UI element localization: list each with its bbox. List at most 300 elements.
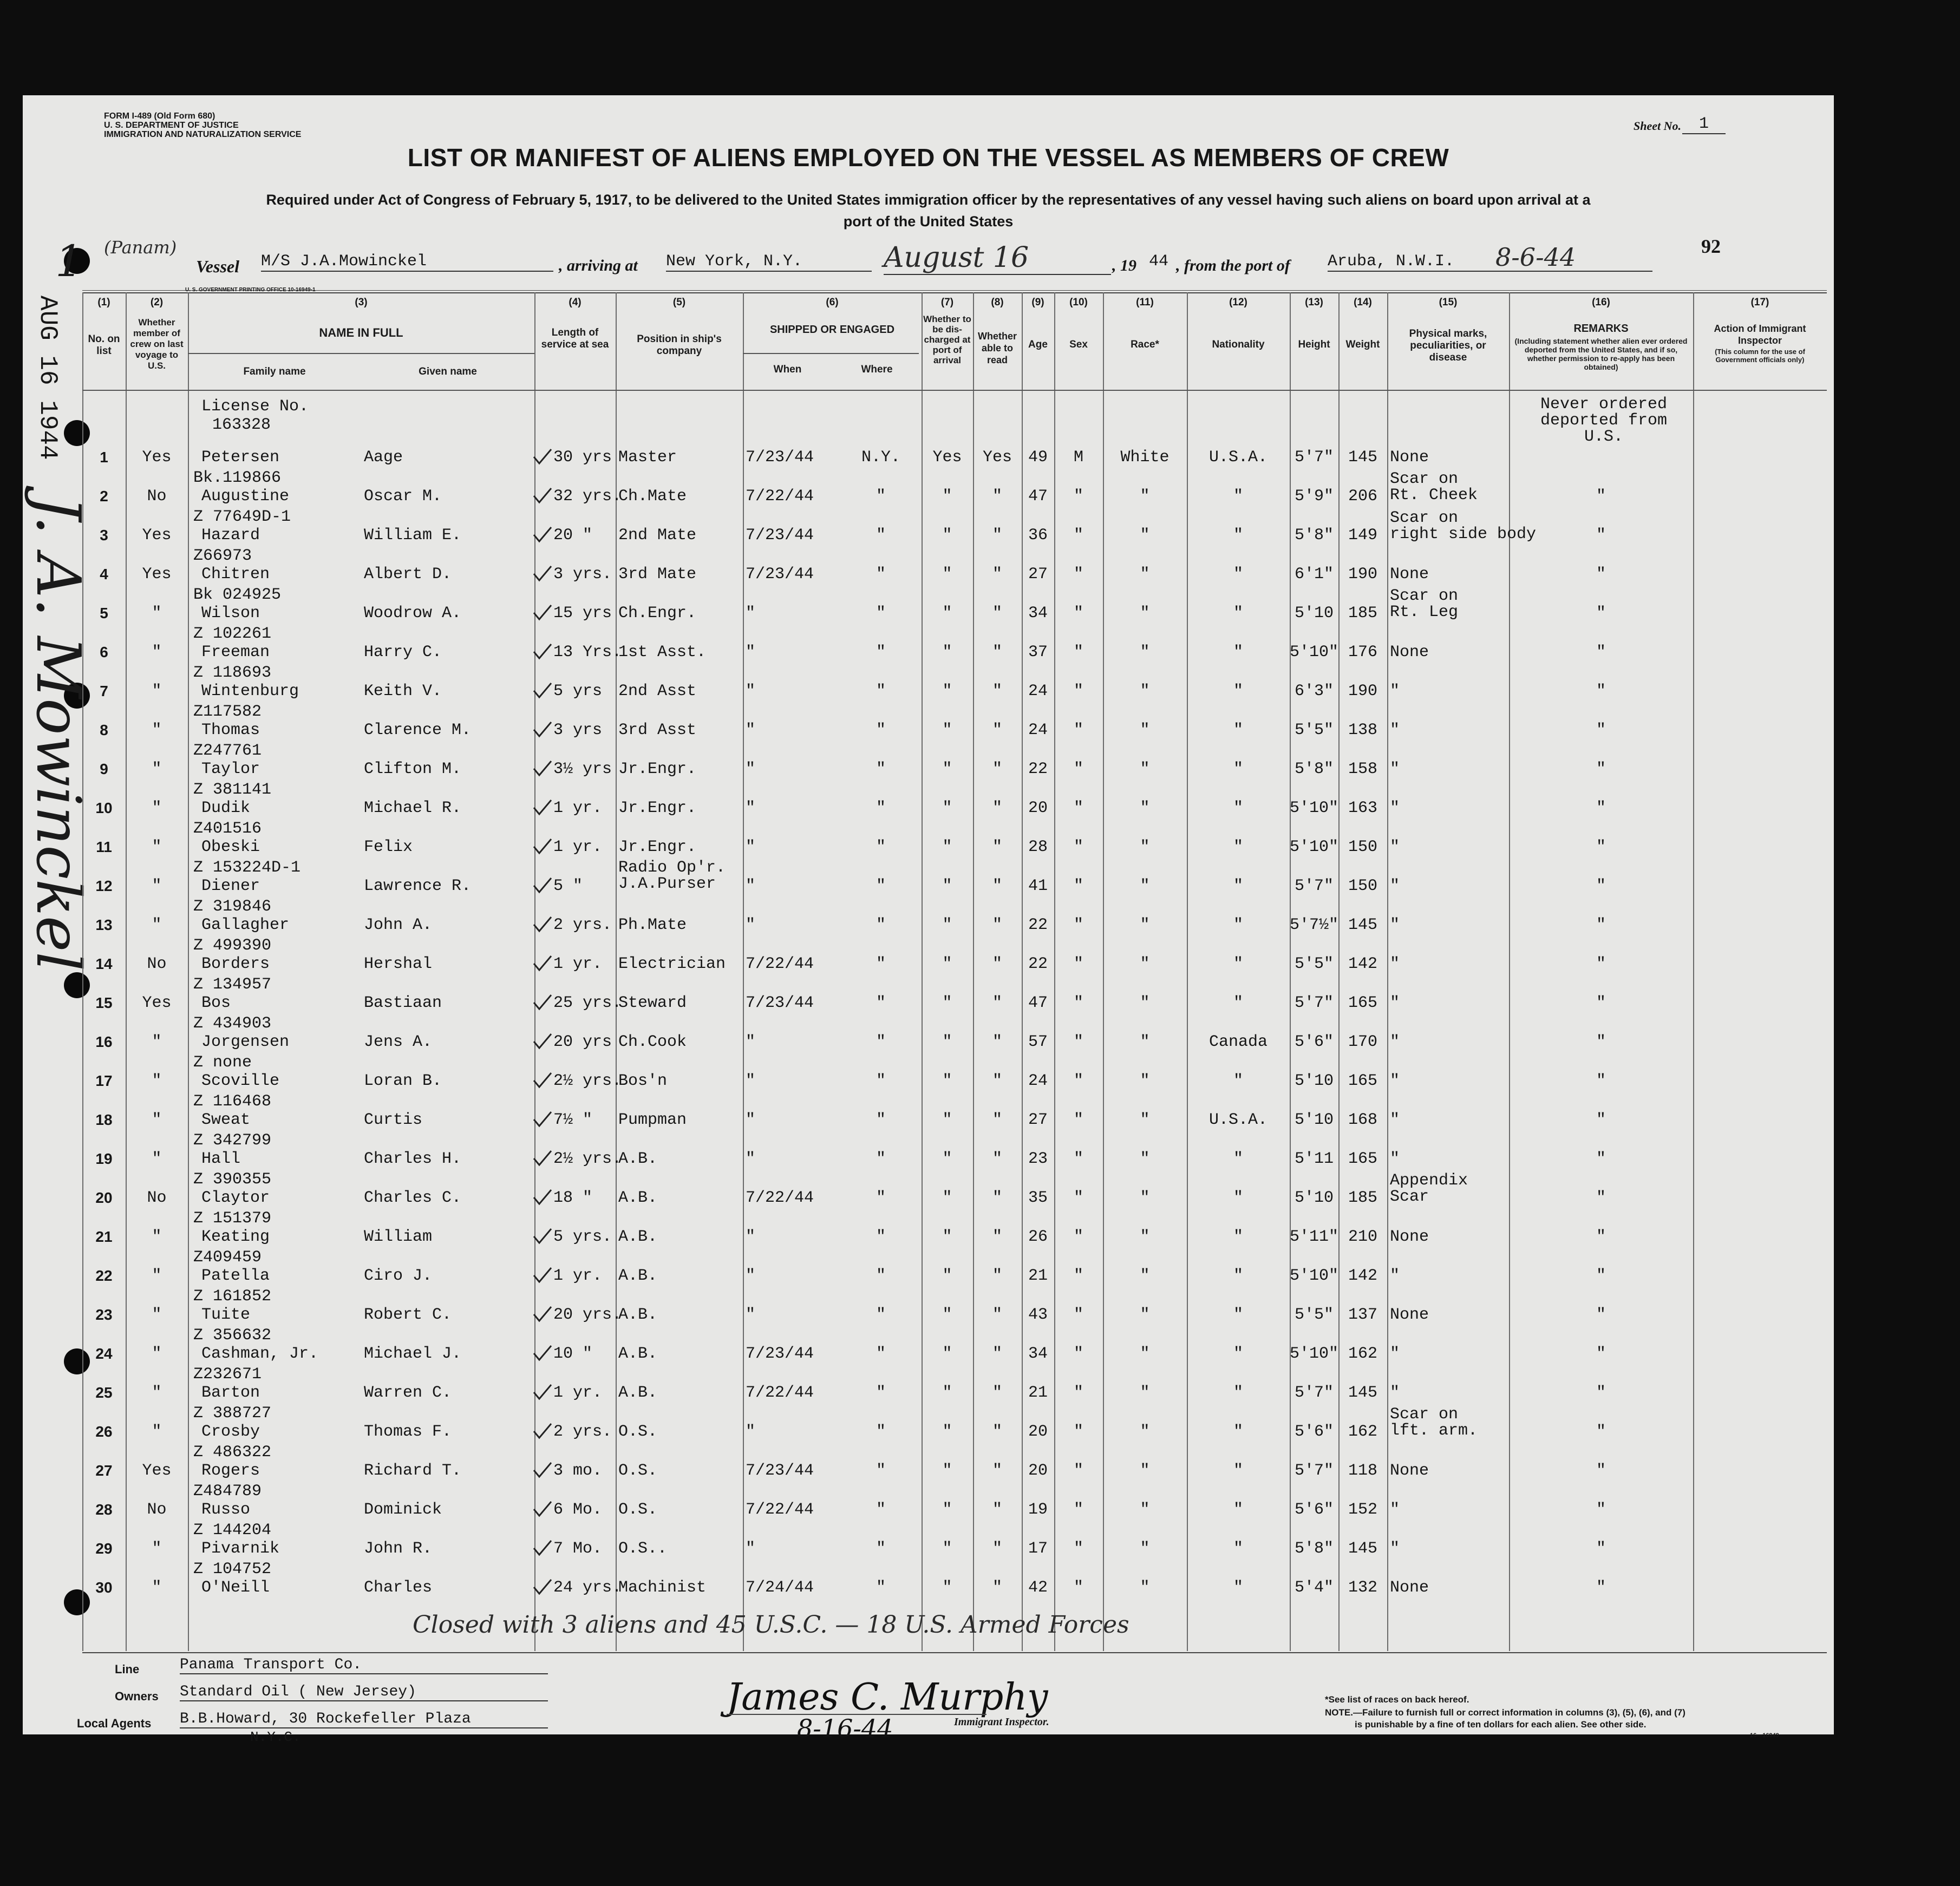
cell-last: Yes xyxy=(142,994,172,1012)
cell-nat: " xyxy=(1233,877,1243,895)
cell-nat: " xyxy=(1233,487,1243,506)
cell-age: 41 xyxy=(1028,877,1048,895)
cell-no: 24 xyxy=(95,1345,113,1362)
cell-height: 5'6" xyxy=(1294,1423,1334,1441)
signature-date: 8-16-44 xyxy=(797,1714,893,1743)
cell-weight: 176 xyxy=(1348,643,1377,662)
cell-where: " xyxy=(876,643,886,662)
cell-given: Clarence M. xyxy=(364,721,472,739)
table-row xyxy=(82,975,1827,1014)
cell-given: Michael R. xyxy=(364,799,462,817)
cell-rem: " xyxy=(1596,877,1606,895)
cell-when: " xyxy=(746,1111,756,1129)
table-row xyxy=(82,1443,1827,1482)
cell-marks: None xyxy=(1390,1306,1429,1324)
penalty-note-1: NOTE.—Failure to furnish full or correct information in columns (3), (5), (6), and (7) xyxy=(1325,1707,1685,1718)
cell-when: " xyxy=(746,682,756,700)
cell-race: " xyxy=(1140,565,1150,584)
cell-when: " xyxy=(746,838,756,856)
cell-position: O.S. xyxy=(618,1462,658,1480)
cell-read: " xyxy=(992,526,1002,545)
cell-age: 24 xyxy=(1028,1072,1048,1090)
cell-no: 1 xyxy=(100,449,108,466)
cell-service: 1 yr. xyxy=(553,838,603,856)
cell-read: " xyxy=(992,916,1002,934)
cell-marks: " xyxy=(1390,721,1400,739)
checkmark-icon xyxy=(533,1306,552,1322)
manifest-sheet xyxy=(23,95,1834,1745)
cell-nat: " xyxy=(1233,838,1243,856)
cell-last: No xyxy=(147,1189,167,1207)
cell-weight: 165 xyxy=(1348,1150,1377,1168)
cell-height: 5'5" xyxy=(1294,721,1334,739)
col-no-4: (4) xyxy=(569,297,582,308)
cell-rem: " xyxy=(1596,643,1606,662)
cell-marks: None xyxy=(1390,1462,1429,1480)
cell-age: 27 xyxy=(1028,1111,1048,1129)
cell-last: " xyxy=(152,1306,162,1324)
cell-service: 1 yr. xyxy=(553,1267,603,1285)
cell-rem: " xyxy=(1596,1267,1606,1285)
cell-disch: " xyxy=(942,1540,952,1558)
table-row xyxy=(82,937,1827,975)
races-note: *See list of races on back hereof. xyxy=(1325,1694,1469,1705)
cell-last: " xyxy=(152,1111,162,1129)
cell-height: 5'7" xyxy=(1294,994,1334,1012)
cell-no: 15 xyxy=(95,994,113,1011)
cell-service: 10 " xyxy=(553,1345,593,1363)
cell-nat: Canada xyxy=(1208,1033,1268,1051)
hdr-read: Whether able to read xyxy=(978,331,1017,365)
table-row xyxy=(82,430,1827,469)
cell-lic: Z 486322 xyxy=(193,1443,272,1462)
cell-race: " xyxy=(1140,1345,1150,1363)
cell-no: 18 xyxy=(95,1111,113,1128)
table-row xyxy=(82,1326,1827,1365)
col-no-11: (11) xyxy=(1136,297,1154,308)
cell-height: 5'11 xyxy=(1294,1150,1334,1168)
cell-given: William E. xyxy=(364,526,462,545)
hdr-sex: Sex xyxy=(1069,339,1088,350)
cell-given: Michael J. xyxy=(364,1345,462,1363)
cell-read: " xyxy=(992,1462,1002,1480)
cell-weight: 150 xyxy=(1348,838,1377,856)
cell-lic: Z484789 xyxy=(193,1482,262,1501)
cell-no: 19 xyxy=(95,1150,113,1167)
cell-weight: 206 xyxy=(1348,487,1377,506)
col-no-12: (12) xyxy=(1229,297,1247,308)
cell-given: Albert D. xyxy=(364,565,452,584)
cell-position: O.S.. xyxy=(618,1540,668,1558)
cell-marks: Scar on xyxy=(1390,587,1459,605)
cell-when: " xyxy=(746,1033,756,1051)
cell-age: 22 xyxy=(1028,916,1048,934)
cell-sex: " xyxy=(1073,1033,1083,1051)
cell-sex: " xyxy=(1073,1072,1083,1090)
checkmark-icon xyxy=(533,916,552,932)
handwritten-vessel-note: J. A. Mowinckel xyxy=(23,496,93,972)
table-row xyxy=(82,859,1827,898)
cell-given: Hershal xyxy=(364,955,433,973)
cell-when: " xyxy=(746,760,756,778)
cell-race: " xyxy=(1140,682,1150,700)
remarks-never-deported: Never ordered deported from U.S. xyxy=(1540,395,1668,446)
cell-sex: " xyxy=(1073,526,1083,545)
cell-read: " xyxy=(992,1267,1002,1285)
cell-marks: Scar on xyxy=(1390,470,1459,488)
checkmark-icon xyxy=(533,1267,552,1283)
cell-race: " xyxy=(1140,1228,1150,1246)
cell-lic: Bk.119866 xyxy=(193,469,282,487)
cell-age: 28 xyxy=(1028,838,1048,856)
checkmark-icon xyxy=(533,838,552,854)
hdr-weight: Weight xyxy=(1345,339,1380,350)
cell-rem: " xyxy=(1596,604,1606,623)
col-no-8: (8) xyxy=(991,297,1004,308)
cell-when: " xyxy=(746,1423,756,1441)
cell-when: " xyxy=(746,604,756,623)
cell-no: 6 xyxy=(100,644,108,660)
cell-where: " xyxy=(876,526,886,545)
cell-disch: " xyxy=(942,1306,952,1324)
cell-rem: " xyxy=(1596,799,1606,817)
cell-disch: " xyxy=(942,760,952,778)
cell-read: " xyxy=(992,799,1002,817)
cell-position: Pumpman xyxy=(618,1111,687,1129)
cell-nat: " xyxy=(1233,1150,1243,1168)
table-row xyxy=(82,1170,1827,1209)
cell-where: " xyxy=(876,1150,886,1168)
cell-weight: 168 xyxy=(1348,1111,1377,1129)
cell-no: 23 xyxy=(95,1306,113,1323)
table-row xyxy=(82,781,1827,820)
form-id: FORM I-489 (Old Form 680) U. S. DEPARTMENT OF JUSTICE IMMIGRATION AND NATURALIZATION SERVICE xyxy=(104,112,302,139)
cell-lic: Z 116468 xyxy=(193,1092,272,1111)
cell-sex: " xyxy=(1073,1462,1083,1480)
sheet-number: 1 xyxy=(1682,115,1726,134)
cell-no: 10 xyxy=(95,800,113,816)
cell-when: " xyxy=(746,1150,756,1168)
cell-rem: " xyxy=(1596,760,1606,778)
cell-when: " xyxy=(746,877,756,895)
cell-no: 21 xyxy=(95,1228,113,1245)
cell-height: 5'7½" xyxy=(1290,916,1339,934)
cell-disch: " xyxy=(942,1189,952,1207)
cell-age: 57 xyxy=(1028,1033,1048,1051)
cell-height: 5'10 xyxy=(1294,604,1334,623)
cell-given: Oscar M. xyxy=(364,487,442,506)
cell-read: " xyxy=(992,1345,1002,1363)
checkmark-icon xyxy=(533,604,552,620)
cell-given: Harry C. xyxy=(364,643,442,662)
cell-when: " xyxy=(746,1072,756,1090)
checkmark-icon xyxy=(533,1423,552,1439)
cell-race: " xyxy=(1140,760,1150,778)
cell-read: " xyxy=(992,1384,1002,1402)
cell-age: 49 xyxy=(1028,448,1048,467)
hdr-no-on-list: No. on list xyxy=(88,333,120,357)
owners-label: Owners xyxy=(115,1689,159,1703)
cell-rem: " xyxy=(1596,994,1606,1012)
hdr-height: Height xyxy=(1298,339,1330,350)
cell-sex: " xyxy=(1073,1189,1083,1207)
cell-age: 35 xyxy=(1028,1189,1048,1207)
cell-nat: " xyxy=(1233,565,1243,584)
cell-age: 34 xyxy=(1028,1345,1048,1363)
cell-marks: " xyxy=(1390,1072,1400,1090)
cell-lic: Z 144204 xyxy=(193,1521,272,1540)
cell-last: No xyxy=(147,1501,167,1519)
cell-last: Yes xyxy=(142,448,172,467)
cell-height: 6'1" xyxy=(1294,565,1334,584)
cell-age: 21 xyxy=(1028,1384,1048,1402)
vessel-name: M/S J.A.Mowinckel xyxy=(261,252,553,272)
cell-age: 42 xyxy=(1028,1579,1048,1597)
cell-rem: " xyxy=(1596,955,1606,973)
cell-weight: 162 xyxy=(1348,1345,1377,1363)
cell-lic: Z 102261 xyxy=(193,625,272,643)
cell-when: 7/22/44 xyxy=(746,955,814,973)
cell-position: Master xyxy=(618,448,677,467)
cell-marks: " xyxy=(1390,1345,1400,1363)
cell-where: " xyxy=(876,1384,886,1402)
cell-service: 18 " xyxy=(553,1189,593,1207)
cell-height: 5'10 xyxy=(1294,1111,1334,1129)
cell-marks-2: Rt. Leg xyxy=(1390,603,1459,621)
cell-lic: Z 319846 xyxy=(193,898,272,916)
col-no-7: (7) xyxy=(940,297,954,308)
cell-sex: " xyxy=(1073,487,1083,506)
cell-weight: 142 xyxy=(1348,955,1377,973)
cell-where: " xyxy=(876,1306,886,1324)
cell-no: 5 xyxy=(100,605,108,621)
cell-family: Pivarnik xyxy=(201,1540,280,1558)
cell-marks: " xyxy=(1390,1540,1400,1558)
cell-weight: 138 xyxy=(1348,721,1377,739)
cell-service: 15 yrs xyxy=(553,604,612,623)
cell-family: O'Neill xyxy=(201,1579,270,1597)
cell-family: Claytor xyxy=(201,1189,270,1207)
cell-sex: " xyxy=(1073,760,1083,778)
table-row xyxy=(82,1092,1827,1131)
shipped-sub-rule xyxy=(743,353,919,354)
cell-when: 7/23/44 xyxy=(746,1345,814,1363)
cell-weight: 210 xyxy=(1348,1228,1377,1246)
cell-sex: " xyxy=(1073,643,1083,662)
cell-disch: " xyxy=(942,1423,952,1441)
cell-when: 7/22/44 xyxy=(746,1384,814,1402)
checkmark-icon xyxy=(533,682,552,698)
cell-disch: " xyxy=(942,799,952,817)
cell-last: " xyxy=(152,760,162,778)
col-no-5: (5) xyxy=(672,297,686,308)
cell-weight: 185 xyxy=(1348,1189,1377,1207)
cell-position: 2nd Mate xyxy=(618,526,697,545)
cell-position: Ch.Engr. xyxy=(618,604,697,623)
cell-where: " xyxy=(876,487,886,506)
checkmark-icon xyxy=(533,526,552,542)
form-code: 16—16949 xyxy=(1750,1732,1779,1739)
year: 44 xyxy=(1149,252,1169,271)
cell-service: 2 yrs. xyxy=(553,916,612,934)
cell-no: 3 xyxy=(100,527,108,543)
hdr-shipped-engaged: SHIPPED OR ENGAGED xyxy=(769,324,895,336)
hdr-remarks-detail: (Including statement whether alien ever ordered deported from the United States, and if so, whether permission to re-apply has been obtained) xyxy=(1514,337,1688,371)
cell-where: " xyxy=(876,799,886,817)
cell-height: 5'10" xyxy=(1290,799,1339,817)
cell-race: " xyxy=(1140,1033,1150,1051)
cell-weight: 118 xyxy=(1348,1462,1377,1480)
cell-rem: " xyxy=(1596,1150,1606,1168)
cell-sex: " xyxy=(1073,1228,1083,1246)
col-no-15: (15) xyxy=(1439,297,1458,308)
cell-read: " xyxy=(992,643,1002,662)
cell-family: Augustine xyxy=(201,487,290,506)
cell-family: Taylor xyxy=(201,760,260,778)
cell-given: Charles xyxy=(364,1579,433,1597)
checkmark-icon xyxy=(533,1033,552,1049)
checkmark-icon xyxy=(533,1540,552,1556)
cell-lic: Z none xyxy=(193,1053,252,1072)
cell-rem: " xyxy=(1596,1423,1606,1441)
line-value: Panama Transport Co. xyxy=(180,1656,548,1674)
cell-nat: " xyxy=(1233,955,1243,973)
cell-position: Ch.Mate xyxy=(618,487,687,506)
cell-given: John A. xyxy=(364,916,433,934)
cell-when: " xyxy=(746,643,756,662)
cell-race: " xyxy=(1140,1384,1150,1402)
cell-age: 47 xyxy=(1028,487,1048,506)
cell-family: Hall xyxy=(201,1150,241,1168)
cell-last: " xyxy=(152,877,162,895)
cell-where: " xyxy=(876,1267,886,1285)
checkmark-icon xyxy=(533,1189,552,1205)
cell-rem: " xyxy=(1596,916,1606,934)
cell-height: 5'5" xyxy=(1294,955,1334,973)
cell-read: " xyxy=(992,1423,1002,1441)
cell-where: " xyxy=(876,1189,886,1207)
table-row xyxy=(82,586,1827,625)
agents-value: B.B.Howard, 30 Rockefeller Plaza xyxy=(180,1711,548,1728)
table-row xyxy=(82,1014,1827,1053)
cell-weight: 137 xyxy=(1348,1306,1377,1324)
table-row xyxy=(82,508,1827,547)
cell-height: 6'3" xyxy=(1294,682,1334,700)
hdr-position: Position in ship's company xyxy=(637,333,722,357)
cell-marks: " xyxy=(1390,838,1400,856)
col-no-16: (16) xyxy=(1592,297,1610,308)
cell-disch: " xyxy=(942,1111,952,1129)
cell-last: " xyxy=(152,1267,162,1285)
cell-weight: 170 xyxy=(1348,1033,1377,1051)
cell-last: " xyxy=(152,643,162,662)
cell-lic: Z 434903 xyxy=(193,1014,272,1033)
cell-position: A.B. xyxy=(618,1228,658,1246)
cell-marks: " xyxy=(1390,1501,1400,1519)
cell-nat: " xyxy=(1233,721,1243,739)
cell-no: 20 xyxy=(95,1189,113,1206)
cell-height: 5'10" xyxy=(1290,1267,1339,1285)
cell-service: 5 yrs. xyxy=(553,1228,612,1246)
cell-given: Ciro J. xyxy=(364,1267,433,1285)
table-row xyxy=(82,1248,1827,1287)
cell-lic: Z 104752 xyxy=(193,1560,272,1579)
cell-age: 47 xyxy=(1028,994,1048,1012)
cell-nat: " xyxy=(1233,604,1243,623)
cell-no: 12 xyxy=(95,877,113,894)
hdr-length-service: Length of service at sea xyxy=(541,327,609,350)
cell-disch: Yes xyxy=(932,448,962,467)
cell-nat: " xyxy=(1233,1423,1243,1441)
cell-last: " xyxy=(152,721,162,739)
cell-lic: Bk 024925 xyxy=(193,586,282,604)
table-row xyxy=(82,1053,1827,1092)
handwritten-mark: 1 xyxy=(55,236,83,286)
cell-service: 6 Mo. xyxy=(553,1501,603,1519)
table-row xyxy=(82,1365,1827,1404)
cell-marks: " xyxy=(1390,760,1400,778)
checkmark-icon xyxy=(533,1228,552,1244)
cell-family: Gallagher xyxy=(201,916,290,934)
cell-given: Felix xyxy=(364,838,413,856)
cell-race: " xyxy=(1140,1579,1150,1597)
cell-given: Richard T. xyxy=(364,1462,462,1480)
cell-service: 1 yr. xyxy=(553,955,603,973)
cell-read: " xyxy=(992,1033,1002,1051)
cell-disch: " xyxy=(942,1501,952,1519)
cell-no: 2 xyxy=(100,488,108,505)
cell-disch: " xyxy=(942,1150,952,1168)
cell-last: " xyxy=(152,1033,162,1051)
cell-height: 5'10" xyxy=(1290,643,1339,662)
cell-sex: M xyxy=(1073,448,1083,467)
cell-position: 3rd Asst xyxy=(618,721,697,739)
cell-lic: Z 151379 xyxy=(193,1209,272,1228)
cell-last: " xyxy=(152,1384,162,1402)
cell-position: Ch.Cook xyxy=(618,1033,687,1051)
cell-position: Jr.Engr. xyxy=(618,838,697,856)
checkmark-icon xyxy=(533,1072,552,1088)
cell-service: 20 yrs. xyxy=(553,1306,622,1324)
cell-where: " xyxy=(876,1033,886,1051)
cell-family: Chitren xyxy=(201,565,270,584)
table-row xyxy=(82,1209,1827,1248)
cell-weight: 150 xyxy=(1348,877,1377,895)
cell-disch: " xyxy=(942,1462,952,1480)
cell-service: 13 Yrs. xyxy=(553,643,622,662)
cell-height: 5'7" xyxy=(1294,1462,1334,1480)
cell-position: Jr.Engr. xyxy=(618,799,697,817)
cell-service: 2½ yrs. xyxy=(553,1072,622,1090)
col-no-10: (10) xyxy=(1069,297,1088,308)
cell-race: " xyxy=(1140,916,1150,934)
cell-last: Yes xyxy=(142,1462,172,1480)
cell-race: " xyxy=(1140,838,1150,856)
cell-given: Curtis xyxy=(364,1111,423,1129)
checkmark-icon xyxy=(533,1501,552,1517)
cell-marks: " xyxy=(1390,1033,1400,1051)
cell-rem: " xyxy=(1596,1033,1606,1051)
agents-label: Local Agents xyxy=(77,1717,152,1730)
cell-given: John R. xyxy=(364,1540,433,1558)
cell-sex: " xyxy=(1073,721,1083,739)
col-no-14: (14) xyxy=(1354,297,1372,308)
cell-rem: " xyxy=(1596,838,1606,856)
cell-service: 5 yrs xyxy=(553,682,603,700)
cell-position: A.B. xyxy=(618,1306,658,1324)
cell-sex: " xyxy=(1073,1501,1083,1519)
checkmark-icon xyxy=(533,1111,552,1127)
